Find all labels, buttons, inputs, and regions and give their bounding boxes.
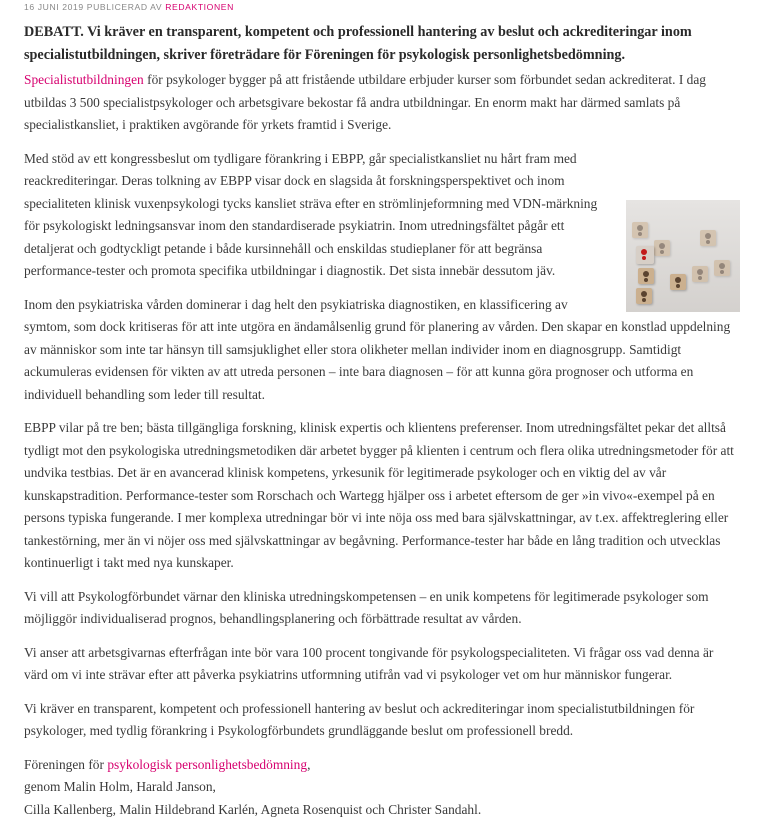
paragraph-3: Inom den psykiatriska vården dominerar i dag helt den psykiatriska diagnostiken, en klassificering av symtom, som dock kritiseras för att inte utgöra en ändamålsenlig grund för planering av vården. Den skapar en konstlad uppdelning av människor som inte tar hänsyn till samsjuklighet eller stora olikheter mellan individer inom en diagnosgrupp. Samtidigt ackumuleras evidensen för vikten av att utreda personen – inte bara diagnosen – för att kunna göra prognoser och utforma en individuell behandling som leder till resultat. bbox=[24, 294, 740, 407]
signature-line-2: genom Malin Holm, Harald Janson, bbox=[24, 776, 740, 799]
author-link[interactable]: REDAKTIONEN bbox=[165, 2, 234, 12]
signature-comma: , bbox=[307, 757, 310, 772]
publish-date: 16 JUNI 2019 bbox=[24, 2, 84, 12]
highlighted-person-icon bbox=[636, 246, 654, 264]
paragraph-5: Vi vill att Psykologförbundet värnar den kliniska utredningskompetensen – en unik kompetens för legitimerade psykologer som möjliggör individualiserad prognos, behandlingsplanering och förbättrade resultat av vården. bbox=[24, 586, 740, 631]
article-meta bbox=[24, 1, 234, 13]
article-body bbox=[24, 69, 740, 821]
paragraph-1-text: för psykologer bygger på att fristående utbildare erbjuder kurser som förbundet sedan ackrediterat. I dag utbildas 3 500 specialistpsykologer och arbetsgivare bekostar få andra utbildningar. En enorm makt har därmed samlats på specialistkansliet, i praktiken avgörande för yrkets framtid i Sverige. bbox=[24, 72, 706, 132]
specialist-training-link[interactable]: Specialistutbildningen bbox=[24, 72, 144, 87]
signature-line-3: Cilla Kallenberg, Malin Hildebrand Karlén, Agneta Rosenquist och Christer Sandahl. bbox=[24, 799, 740, 821]
article-lead: DEBATT. Vi kräver en transparent, kompetent och professionell hantering av beslut och ackrediteringar inom specialistutbildningen, skriver företrädare för Föreningen för psykologisk personlighetsbedömning. bbox=[24, 21, 738, 66]
organization-link[interactable]: psykologisk personlighetsbedömning bbox=[107, 757, 307, 772]
published-by-label: PUBLICERAD AV bbox=[87, 2, 162, 12]
article-image bbox=[626, 200, 740, 312]
paragraph-2: Med stöd av ett kongressbeslut om tydligare förankring i EBPP, går specialistkansliet nu hårt fram med reackrediteringar. Deras tolkning av EBPP visar dock en slagsida åt forskningsperspektivet och inom specialiteten klinisk vuxenpsykologi tycks kansliet sträva efter en strömlinjeformning med VDN-märkning för psykologiskt ledningsansvar inom den standardiserade psykiatrin. Inom utredningsfältet pågår ett detaljerat och godtyckligt petande i både kursinnehåll och enskildas studieplaner för att begränsa performance-tester och promota specifika utbildningar i diagnostik. Det sista innebär dessutom jäv. bbox=[24, 148, 740, 283]
paragraph-6: Vi anser att arbetsgivarnas efterfrågan inte bör vara 100 procent tongivande för psykologspecialiteten. Vi frågar oss vad denna är värd om vi inte strävar efter att påverka psykiatrins utformning utifrån vad vi psykologer vet om hur människor fungerar. bbox=[24, 642, 740, 687]
signature bbox=[24, 754, 740, 821]
paragraph-4: EBPP vilar på tre ben; bästa tillgängliga forskning, klinisk expertis och klientens preferenser. Inom utredningsfältet pekar det alltså tydligt mot den psykologiska utredningsmetodiken där arbetet bygger på klienten i centrum och flera olika utredningsmetoder för att undvika testbias. Det är en avancerad klinisk kompetens, yrkesunik för legitimerade psykologer och en viktig del av vår kunskapstradition. Performance-tester som Rorschach och Wartegg hjälper oss i arbetet eftersom de ger »in vivo«-exempel på en persons typiska fungerande. I mer komplexa utredningar bör vi inte nöja oss med bara självskattningar, av t.ex. affektreglering eller tankestörning, mer än vi nöjer oss med självskattningar av begåvning. Performance-tester har både en lång tradition och utvecklas kontinuerligt i takt med nya kunskaper. bbox=[24, 417, 740, 575]
paragraph-7: Vi kräver en transparent, kompetent och professionell hantering av beslut och ackrediteringar inom specialistutbildningen för psykologer, med tydlig förankring i Psykologförbundets grundläggande beslut om professionell bredd. bbox=[24, 698, 740, 743]
signature-line-1 bbox=[24, 754, 740, 777]
signature-prefix: Föreningen för bbox=[24, 757, 107, 772]
paragraph-1 bbox=[24, 69, 740, 137]
